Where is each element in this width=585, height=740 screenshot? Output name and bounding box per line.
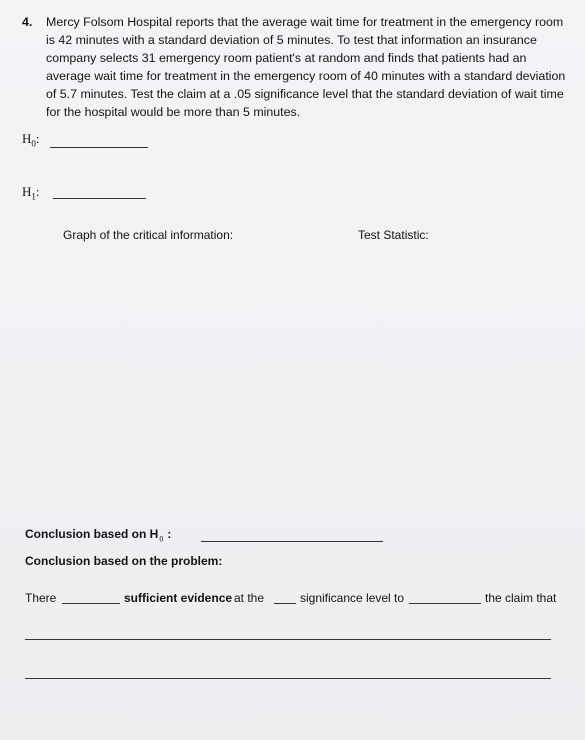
null-hypothesis-blank[interactable] bbox=[50, 147, 148, 148]
conclusion-problem-label: Conclusion based on the problem: bbox=[25, 554, 223, 568]
null-hypothesis: $H_0$: bbox=[22, 131, 40, 149]
test-statistic-label: Test Statistic: bbox=[358, 228, 429, 242]
alpha-blank[interactable] bbox=[274, 603, 296, 604]
there-blank[interactable] bbox=[62, 603, 120, 604]
sentence-significance-level: significance level to bbox=[300, 591, 405, 605]
alternative-hypothesis-blank[interactable] bbox=[53, 198, 146, 199]
answer-line-2[interactable] bbox=[25, 678, 551, 679]
problem-statement bbox=[22, 13, 567, 121]
answer-line-1[interactable] bbox=[25, 639, 551, 640]
sentence-sufficient-evidence: sufficient evidence bbox=[124, 591, 233, 605]
conclusion-h0-label: Conclusion based on H $_0$ : bbox=[25, 527, 172, 544]
sentence-claim-that: the claim that bbox=[485, 591, 557, 605]
sentence-there: There bbox=[25, 591, 57, 605]
sentence-at-the: at the bbox=[234, 591, 265, 605]
problem-number: 4. bbox=[22, 15, 33, 29]
graph-label: Graph of the critical information: bbox=[63, 228, 234, 242]
problem-text: Mercy Folsom Hospital reports that the average wait time for treatment in the emergency room is 42 minutes with a standard deviation of 5 minutes. To test that information an insurance company selects 31 emergency room patient's at random and finds that patients had an average wait time for treatment in the emergency room of 40 minutes with a standard deviation of 5.7 minutes. Test the claim at a .05 significance level that the standard deviation of wait time for the hospital would be more than 5 minutes. bbox=[46, 15, 566, 119]
alternative-hypothesis: $H_1$: bbox=[22, 184, 40, 202]
conclusion-h0-blank[interactable] bbox=[201, 541, 383, 542]
decision-blank[interactable] bbox=[409, 603, 481, 604]
